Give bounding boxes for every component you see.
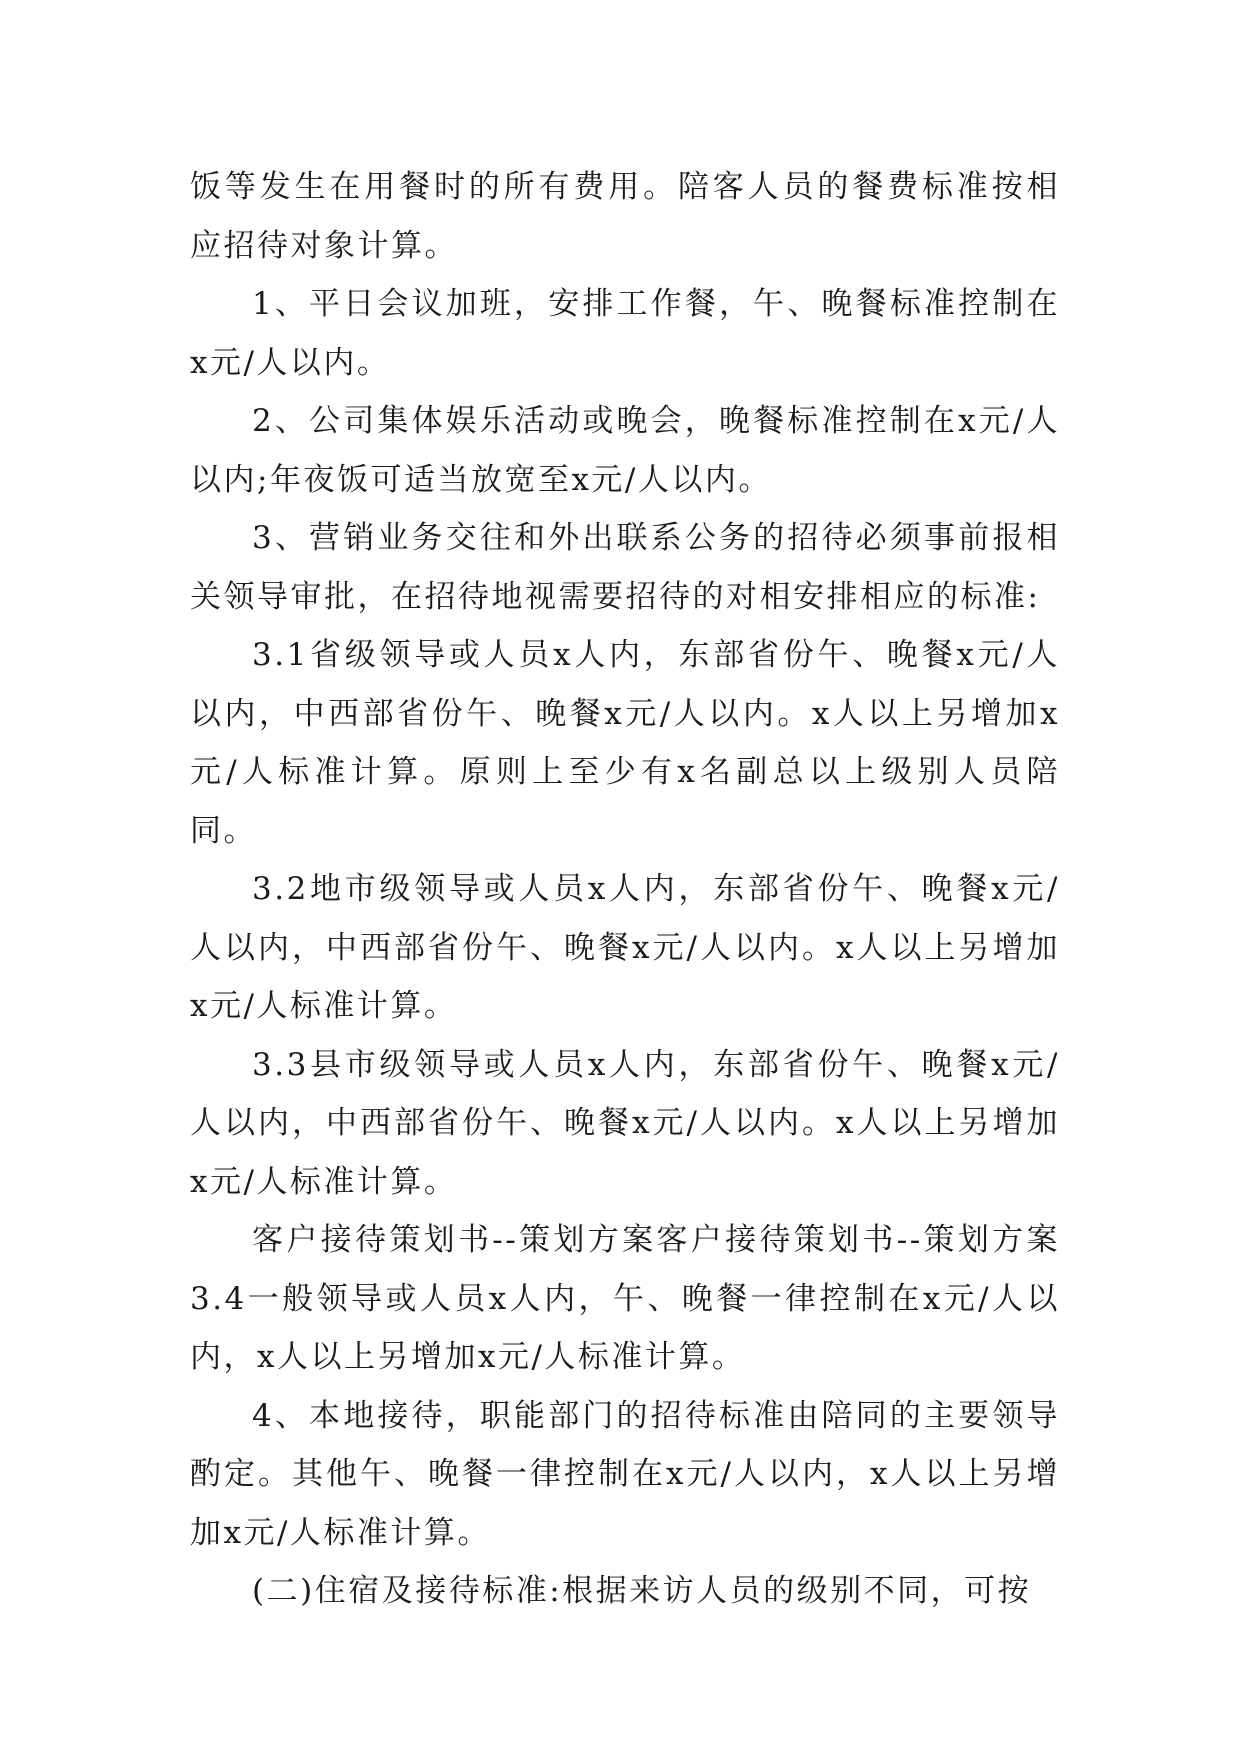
paragraph-5: 3.1省级领导或人员x人内，东部省份午、晚餐x元/人以内，中西部省份午、晚餐x元/人以内。x人以上另增加x元/人标准计算。原则上至少有x名副总以上级别人员陪同。	[190, 637, 1060, 849]
paragraph-2: 1、平日会议加班，安排工作餐，午、晚餐标准控制在x元/人以内。	[190, 286, 1060, 381]
paragraph-8: 客户接待策划书--策划方案客户接待策划书--策划方案3.4一般领导或人员x人内，午、晚餐一律控制在x元/人以内，x人以上另增加x元/人标准计算。	[190, 1222, 1060, 1375]
paragraph-3: 2、公司集体娱乐活动或晚会，晚餐标准控制在x元/人以内;年夜饭可适当放宽至x元/人以内。	[190, 403, 1060, 498]
document-body	[190, 158, 1060, 1621]
paragraph-7: 3.3县市级领导或人员x人内，东部省份午、晚餐x元/人以内，中西部省份午、晚餐x元/人以内。x人以上另增加x元/人标准计算。	[190, 1046, 1060, 1200]
paragraph-10: (二)住宿及接待标准:根据来访人员的级别不同，可按	[252, 1573, 1032, 1609]
paragraph-6: 3.2地市级领导或人员x人内，东部省份午、晚餐x元/人以内，中西部省份午、晚餐x元/人以内。x人以上另增加x元/人标准计算。	[190, 871, 1060, 1024]
paragraph-4: 3、营销业务交往和外出联系公务的招待必须事前报相关领导审批，在招待地视需要招待的对相安排相应的标准:	[190, 520, 1060, 615]
paragraph-1: 饭等发生在用餐时的所有费用。陪客人员的餐费标准按相应招待对象计算。	[190, 169, 1060, 264]
paragraph-9: 4、本地接待，职能部门的招待标准由陪同的主要领导酌定。其他午、晚餐一律控制在x元/人以内，x人以上另增加x元/人标准计算。	[190, 1397, 1060, 1551]
